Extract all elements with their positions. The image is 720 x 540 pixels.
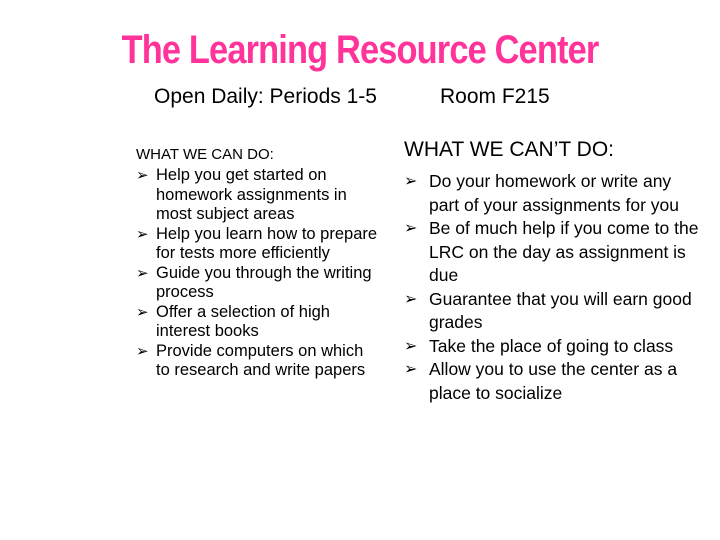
arrowhead-bullet-icon: ➢ bbox=[136, 167, 149, 184]
list-item bbox=[404, 358, 704, 405]
arrowhead-bullet-icon: ➢ bbox=[136, 264, 149, 282]
can-do-heading: WHAT WE CAN DO: bbox=[136, 146, 274, 163]
list-item bbox=[404, 288, 704, 335]
list-item bbox=[404, 335, 704, 359]
list-item bbox=[136, 166, 380, 225]
list-item-text: Take the place of going to class bbox=[429, 335, 674, 356]
room-text: Room F215 bbox=[440, 85, 550, 108]
list-item bbox=[136, 225, 380, 264]
list-item-text: Be of much help if you come to the LRC on the day as assignment is due bbox=[429, 218, 699, 285]
arrowhead-bullet-icon: ➢ bbox=[404, 361, 418, 378]
arrowhead-bullet-icon: ➢ bbox=[404, 173, 418, 190]
list-item bbox=[404, 170, 704, 217]
cant-do-heading: WHAT WE CAN’T DO: bbox=[404, 138, 614, 161]
arrowhead-bullet-icon: ➢ bbox=[404, 220, 418, 237]
list-item bbox=[136, 342, 380, 381]
list-item-text: Help you learn how to prepare for tests more efficiently bbox=[156, 224, 378, 262]
list-item-text: Do your homework or write any part of your assignments for you bbox=[429, 171, 679, 215]
arrowhead-bullet-icon: ➢ bbox=[404, 290, 418, 308]
list-item-text: Guide you through the writing process bbox=[156, 263, 372, 301]
arrowhead-bullet-icon: ➢ bbox=[136, 342, 149, 360]
list-item-text: Guarantee that you will earn good grades bbox=[429, 288, 692, 332]
list-item-text: Offer a selection of high interest books bbox=[156, 302, 330, 340]
arrowhead-bullet-icon: ➢ bbox=[404, 337, 418, 355]
arrowhead-bullet-icon: ➢ bbox=[136, 225, 149, 243]
can-do-list bbox=[136, 166, 380, 381]
list-item-text: Provide computers on which to research and write papers bbox=[156, 341, 366, 379]
list-item-text: Allow you to use the center as a place to socialize bbox=[429, 359, 678, 403]
hours-text: Open Daily: Periods 1-5 bbox=[154, 85, 377, 108]
page-title: The Learning Resource Center bbox=[121, 28, 599, 72]
cant-do-list bbox=[404, 170, 704, 405]
list-item bbox=[136, 303, 380, 342]
list-item bbox=[404, 217, 704, 288]
list-item-text: Help you get started on homework assignments in most subject areas bbox=[156, 166, 347, 223]
arrowhead-bullet-icon: ➢ bbox=[136, 303, 149, 321]
list-item bbox=[136, 264, 380, 303]
